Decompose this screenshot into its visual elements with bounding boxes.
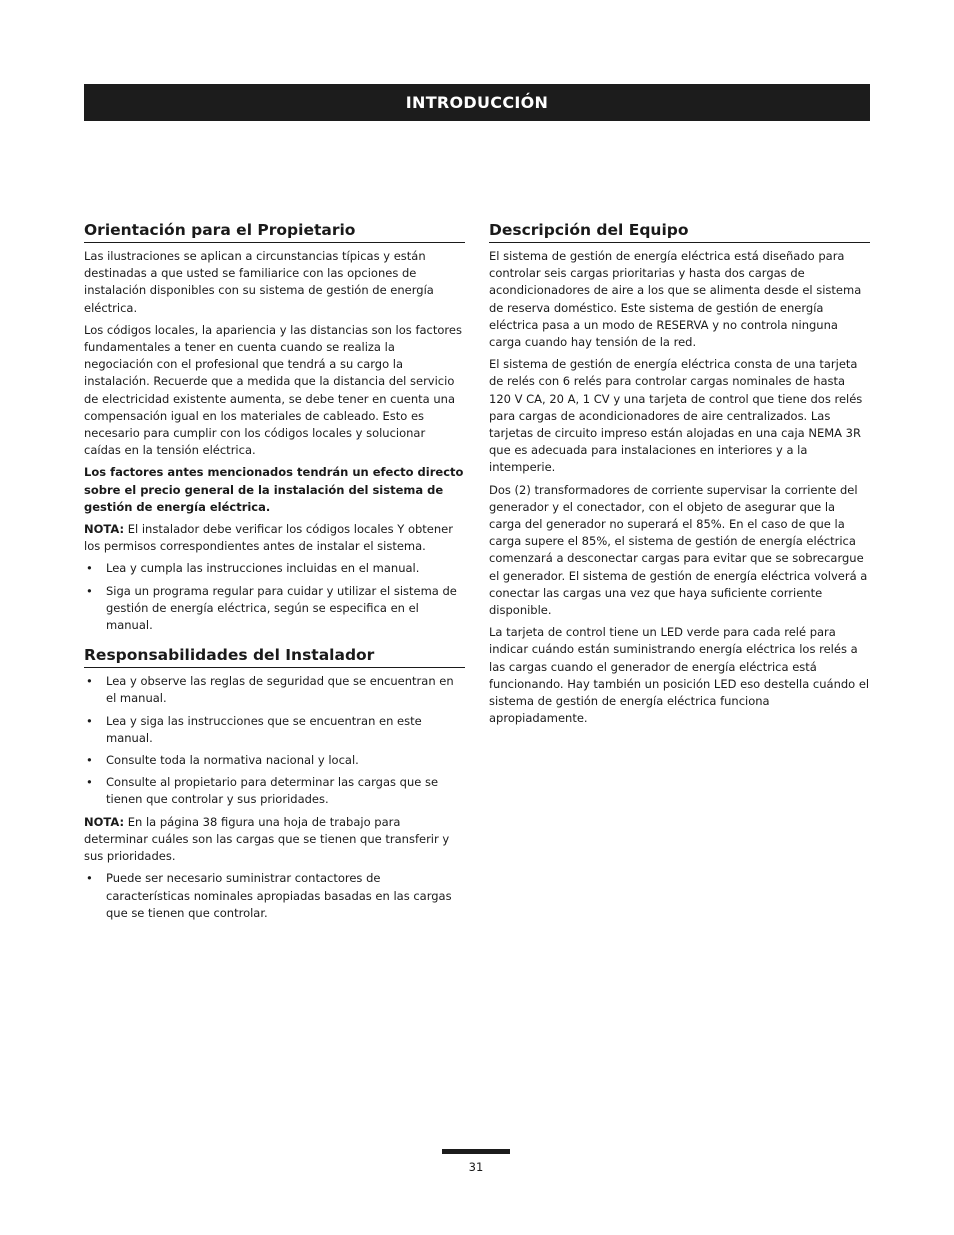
footer-rule	[442, 1149, 510, 1154]
list-item-text: Lea y cumpla las instrucciones incluidas en el manual.	[106, 561, 420, 576]
list-item	[84, 713, 465, 747]
list-item	[84, 752, 465, 769]
bullet-icon: •	[86, 583, 93, 598]
list-item-text: Siga un programa regular para cuidar y utilizar el sistema de gestión de energía eléctrica, según se especifica en el manual.	[106, 583, 457, 633]
left-column	[84, 219, 465, 927]
bold-paragraph: Los factores antes mencionados tendrán un efecto directo sobre el precio general de la instalación del sistema de gestión de energía eléctrica.	[84, 465, 464, 514]
bullet-icon: •	[86, 674, 93, 689]
paragraph: El sistema de gestión de energía eléctrica consta de una tarjeta de relés con 6 relés para controlar cargas nominales de hasta 120 V CA, 20 A, 1 CV y una tarjeta de control que tiene dos relés para cargas de acondicionadores de aire centralizados. Las tarjetas de circuito impreso están alojadas en una caja NEMA 3R que es adecuada para instalaciones en interiores y a la intemperie.	[489, 357, 863, 475]
equipment-description-heading: Descripción del Equipo	[489, 219, 870, 243]
bullet-list	[84, 870, 465, 922]
bullet-list	[84, 673, 465, 808]
list-item-text: Puede ser necesario suministrar contactores de características nominales apropiadas basadas en las cargas que se tienen que controlar.	[106, 871, 452, 920]
bullet-list	[84, 560, 465, 634]
paragraph: El sistema de gestión de energía eléctrica está diseñado para controlar seis cargas prioritarias y hasta dos cargas de acondicionadores de aire a los que se alimenta desde el sistema de reserva doméstico. Este sistema de gestión de energía eléctrica pasa a un modo de RESERVA y no controla ninguna carga cuando hay tensión de la red.	[489, 249, 862, 350]
right-column	[489, 219, 870, 732]
list-item	[84, 870, 465, 922]
installer-responsibilities-heading: Responsabilidades del Instalador	[84, 644, 465, 668]
paragraph: Dos (2) transformadores de corriente supervisar la corriente del generador y el conectador, con el objeto de asegurar que la carga del generador no superará el 85%. En el caso de que la carga supere el 85%, el sistema de gestión de energía eléctrica comenzará a desconectar cargas para evitar que se sobrecargue el generador. El sistema de gestión de energía eléctrica volverá a conectar las cargas una vez que haya suficiente corriente disponible.	[489, 482, 868, 618]
note-label: NOTA:	[84, 814, 125, 829]
list-item	[84, 583, 465, 635]
bullet-icon: •	[86, 871, 93, 886]
note-paragraph	[84, 814, 465, 866]
section-banner: INTRODUCCIÓN	[84, 84, 870, 121]
bullet-icon: •	[86, 775, 93, 790]
page-number: 31	[468, 1160, 484, 1174]
paragraph: La tarjeta de control tiene un LED verde para cada relé para indicar cuándo están suministrando energía eléctrica los relés a las cargas cuando el generador de energía eléctrica está funcionando. Hay también un posición LED eso destella cuándo el sistema de gestión de energía eléctrica funciona apropiadamente.	[489, 625, 870, 726]
paragraph: Las ilustraciones se aplican a circunstancias típicas y están destinadas a que usted se familiarice con las opciones de instalación disponibles con su sistema de gestión de energía eléctrica.	[84, 249, 434, 315]
list-item	[84, 673, 465, 707]
bullet-icon: •	[86, 561, 93, 576]
note-paragraph	[84, 521, 465, 555]
list-item-text: Consulte toda la normativa nacional y local.	[106, 753, 359, 768]
list-item-text: Lea y observe las reglas de seguridad que se encuentran en el manual.	[106, 674, 454, 706]
bullet-icon: •	[86, 753, 93, 768]
paragraph: Los códigos locales, la apariencia y las distancias son los factores fundamentales a tener en cuenta cuando se realiza la negociación con el profesional que tendrá a su cargo la instalación. Recuerde que a medida que la distancia del servicio de electricidad existente aumenta, se debe tener en cuenta una compensación igual en los materiales de cableado. Esto es necesario para cumplir con los códigos locales y solucionar caídas en la tensión eléctrica.	[84, 322, 462, 458]
note-text: En la página 38 figura una hoja de trabajo para determinar cuáles son las cargas que se tienen que transferir y sus prioridades.	[84, 814, 450, 864]
list-item	[84, 774, 465, 808]
list-item-text: Consulte al propietario para determinar las cargas que se tienen que controlar y sus prioridades.	[106, 775, 439, 807]
note-label: NOTA:	[84, 522, 125, 537]
bullet-icon: •	[86, 713, 93, 728]
list-item-text: Lea y siga las instrucciones que se encuentran en este manual.	[106, 713, 422, 745]
owner-orientation-heading: Orientación para el Propietario	[84, 219, 465, 243]
note-text: El instalador debe verificar los códigos locales Y obtener los permisos correspondientes antes de instalar el sistema.	[84, 522, 453, 554]
list-item	[84, 560, 465, 577]
